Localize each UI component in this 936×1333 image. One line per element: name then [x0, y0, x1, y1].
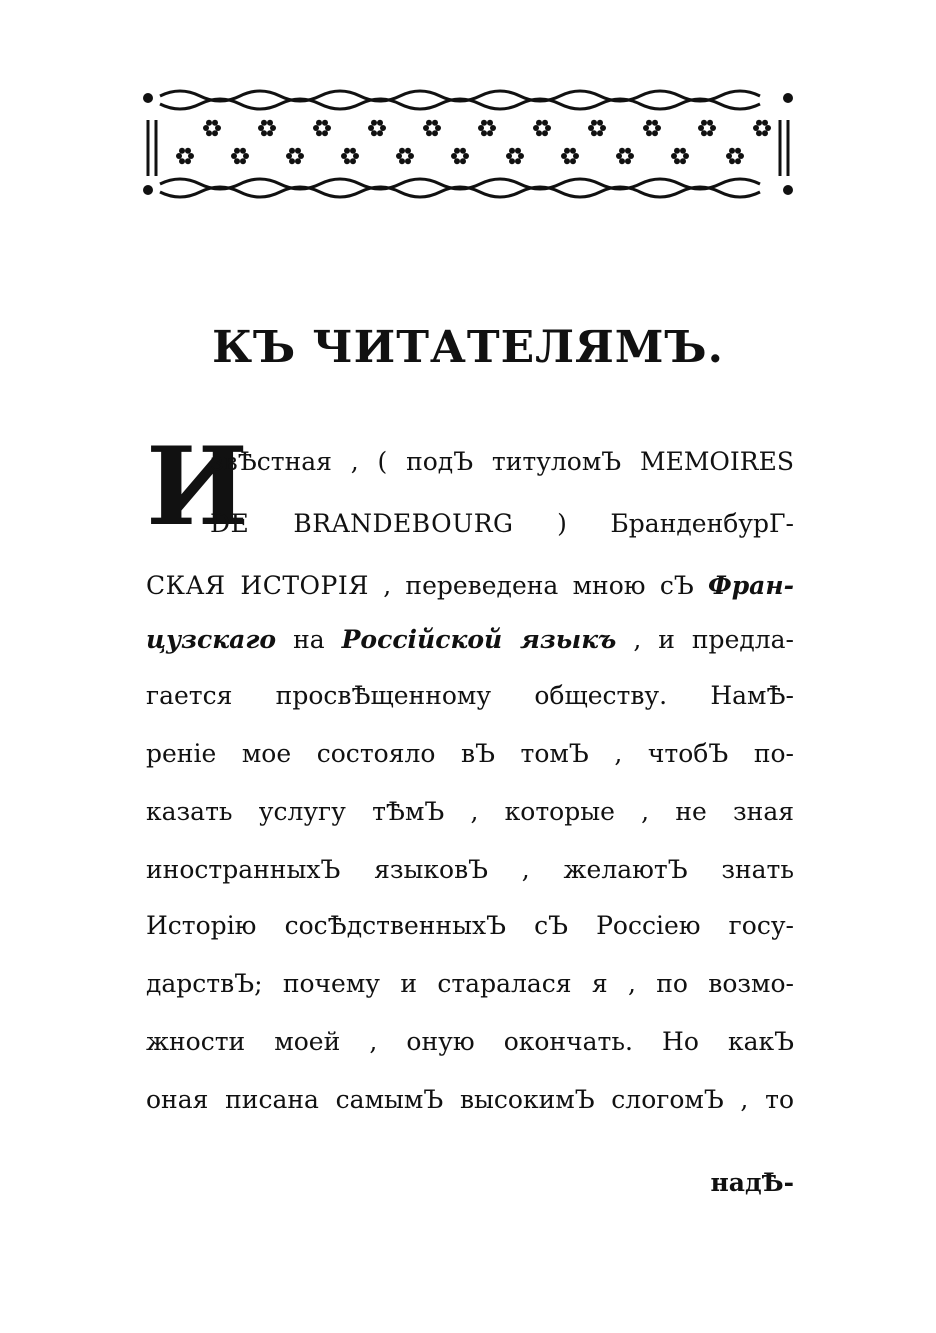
- ornament-petal: [762, 120, 768, 126]
- ornament-petal: [298, 153, 304, 159]
- catchword: надѢ-: [710, 1168, 794, 1197]
- ornament-petal: [380, 125, 386, 131]
- ornament-center: [733, 154, 737, 158]
- ornament-petal: [597, 120, 603, 126]
- ornament-center: [238, 154, 242, 158]
- ornament-center: [348, 154, 352, 158]
- ornament-petal: [212, 130, 218, 136]
- ornament-petal: [234, 158, 240, 164]
- ornament-petal: [432, 120, 438, 126]
- ornament-petal: [597, 130, 603, 136]
- ornament-petal: [561, 153, 567, 159]
- ornament-petal: [478, 125, 484, 131]
- ornament-petal: [179, 158, 185, 164]
- ornament-center: [375, 126, 379, 130]
- ornament-petal: [295, 148, 301, 154]
- ornament-petal: [646, 130, 652, 136]
- ornament-petal: [267, 120, 273, 126]
- text-span: ) БранденбурГ-: [557, 509, 794, 538]
- ornament-center: [568, 154, 572, 158]
- ornament-petal: [316, 130, 322, 136]
- ornament-petal: [176, 153, 182, 159]
- ornament-center: [320, 126, 324, 130]
- ornament-petal: [344, 158, 350, 164]
- ornament-petal: [295, 158, 301, 164]
- text-line: звѢстная , ( подЪ титуломЪ MEMOIRES: [210, 447, 794, 476]
- ornament-petal: [316, 120, 322, 126]
- decorative-headpiece: [140, 80, 796, 208]
- ornament-center: [623, 154, 627, 158]
- ornament-center: [760, 126, 764, 130]
- ornament-petal: [454, 148, 460, 154]
- ornament-petal: [509, 148, 515, 154]
- text-line: оная писана самымЪ высокимЪ слогомЪ , то: [146, 1085, 794, 1114]
- ornament-center: [183, 154, 187, 158]
- ornament-petal: [426, 120, 432, 126]
- ornament-petal: [234, 148, 240, 154]
- ornament-petal: [481, 120, 487, 126]
- ornament-petal: [564, 158, 570, 164]
- ornament-center: [513, 154, 517, 158]
- page-title: КЪ ЧИТАТЕЛЯМЪ.: [212, 322, 724, 373]
- ornament-petal: [368, 125, 374, 131]
- ornament-petal: [371, 130, 377, 136]
- ornament-petal: [231, 153, 237, 159]
- ornament-petal: [707, 130, 713, 136]
- ornament-petal: [765, 125, 771, 131]
- ornament-petal: [674, 158, 680, 164]
- ornament-petal: [371, 120, 377, 126]
- ornament-petal: [341, 153, 347, 159]
- ornament-petal: [270, 125, 276, 131]
- text-line: [146, 570, 794, 610]
- ornament-petal: [710, 125, 716, 131]
- ornament-petal: [542, 130, 548, 136]
- ornament-petal: [460, 158, 466, 164]
- ornament-petal: [591, 120, 597, 126]
- ornament-petal: [518, 153, 524, 159]
- ornament-petal: [240, 148, 246, 154]
- text-line: дарствЪ; почему и старалася я , по возмо-: [146, 969, 794, 998]
- ornament-petal: [701, 130, 707, 136]
- ornament-petal: [408, 153, 414, 159]
- ornament-petal: [399, 148, 405, 154]
- text-line: казать услугу тѢмЪ , которые , не зная: [146, 797, 794, 826]
- ornament-petal: [619, 148, 625, 154]
- ornament-petal: [179, 148, 185, 154]
- ornament-petal: [325, 125, 331, 131]
- ornament-petal: [564, 148, 570, 154]
- text-line: реніе мое состояло вЪ томЪ , чтобЪ по-: [146, 739, 794, 768]
- ornament-petal: [588, 125, 594, 131]
- ornament-petal: [487, 130, 493, 136]
- ornament-petal: [652, 130, 658, 136]
- drop-cap: И: [146, 424, 249, 550]
- ornament-petal: [762, 130, 768, 136]
- ornament-petal: [729, 158, 735, 164]
- ornament-petal: [707, 120, 713, 126]
- text-span: , и предла-: [633, 625, 794, 654]
- ornament-petal: [506, 153, 512, 159]
- ornament-petal: [509, 158, 515, 164]
- ornament-petal: [515, 148, 521, 154]
- ornament-petal: [701, 120, 707, 126]
- ornament-petal: [570, 148, 576, 154]
- ornament-petal: [261, 130, 267, 136]
- ornament-petal: [680, 148, 686, 154]
- text-line: [146, 624, 794, 664]
- ornament-center: [403, 154, 407, 158]
- ornament-petal: [643, 125, 649, 131]
- ornament-petal: [600, 125, 606, 131]
- ornament-petal: [423, 125, 429, 131]
- text-line: гается просвѢщенному обществу. НамѢ-: [146, 681, 794, 710]
- ornament-petal: [671, 153, 677, 159]
- ornament-petal: [481, 130, 487, 136]
- ornament-petal: [353, 153, 359, 159]
- ornament-petal: [570, 158, 576, 164]
- text-line: [210, 508, 794, 548]
- ornament-center: [595, 126, 599, 130]
- ornament-petal: [625, 148, 631, 154]
- ornament-petal: [735, 148, 741, 154]
- text-span: Фран-: [707, 571, 794, 600]
- ornament-petal: [680, 158, 686, 164]
- ornament-center: [265, 126, 269, 130]
- ornament-petal: [435, 125, 441, 131]
- text-line: жности моей , оную окончать. Но какЪ: [146, 1027, 794, 1056]
- ornament-petal: [628, 153, 634, 159]
- ornament-petal: [258, 125, 264, 131]
- ornament-petal: [377, 120, 383, 126]
- ornament-petal: [240, 158, 246, 164]
- ornament-petal: [490, 125, 496, 131]
- ornament-petal: [625, 158, 631, 164]
- ornament-petal: [426, 130, 432, 136]
- ornament-petal: [726, 153, 732, 159]
- ornament-petal: [542, 120, 548, 126]
- ornament-petal: [289, 158, 295, 164]
- ornament-petal: [185, 148, 191, 154]
- ornament-petal: [738, 153, 744, 159]
- ornament-petal: [756, 130, 762, 136]
- ornament-petal: [206, 130, 212, 136]
- ornament-petal: [735, 158, 741, 164]
- ornament-petal: [616, 153, 622, 159]
- ornament-petal: [377, 130, 383, 136]
- ornament-petal: [454, 158, 460, 164]
- ornament-center: [650, 126, 654, 130]
- ornament-petal: [432, 130, 438, 136]
- ornament-petal: [313, 125, 319, 131]
- ornament-petal: [460, 148, 466, 154]
- ornament-petal: [683, 153, 689, 159]
- ornament-center: [430, 126, 434, 130]
- ornament-petal: [487, 120, 493, 126]
- ornament-petal: [286, 153, 292, 159]
- text-span: цузскаго: [146, 625, 277, 654]
- text-span: , переведена мною сЪ: [383, 571, 694, 600]
- ornament-petal: [674, 148, 680, 154]
- ornament-center: [678, 154, 682, 158]
- ornament-petal: [646, 120, 652, 126]
- text-line: Исторію сосѢдственныхЪ сЪ Россіею госу-: [146, 911, 794, 940]
- text-span: СКАЯ ИСТОРІЯ: [146, 571, 369, 600]
- ornament-center: [485, 126, 489, 130]
- ornament-petal: [344, 148, 350, 154]
- ornament-petal: [652, 120, 658, 126]
- ornament-petal: [212, 120, 218, 126]
- ornament-petal: [350, 148, 356, 154]
- ornament-petal: [536, 120, 542, 126]
- text-span: Россійской языкъ: [341, 625, 617, 654]
- ornament-petal: [655, 125, 661, 131]
- ornament-petal: [203, 125, 209, 131]
- ornament-petal: [536, 130, 542, 136]
- ornament-center: [458, 154, 462, 158]
- ornament-petal: [185, 158, 191, 164]
- ornament-petal: [698, 125, 704, 131]
- ornament-petal: [573, 153, 579, 159]
- ornament-petal: [451, 153, 457, 159]
- ornament-center: [293, 154, 297, 158]
- ornament-petal: [729, 148, 735, 154]
- ornament-petal: [405, 148, 411, 154]
- ornament-petal: [188, 153, 194, 159]
- ornament-petal: [322, 130, 328, 136]
- ornament-petal: [753, 125, 759, 131]
- text-line: иностранныхЪ языковЪ , желаютЪ знать: [146, 855, 794, 884]
- ornament-petal: [591, 130, 597, 136]
- ornament-petal: [289, 148, 295, 154]
- ornament-petal: [350, 158, 356, 164]
- ornament-petal: [463, 153, 469, 159]
- ornament-petal: [261, 120, 267, 126]
- ornament-center: [705, 126, 709, 130]
- text-span: DE BRANDEBOURG: [210, 509, 514, 538]
- ornament-petal: [322, 120, 328, 126]
- ornament-petal: [399, 158, 405, 164]
- ornament-petal: [545, 125, 551, 131]
- text-span: на: [293, 625, 325, 654]
- ornament-petal: [405, 158, 411, 164]
- ornament-petal: [756, 120, 762, 126]
- ornament-center: [210, 126, 214, 130]
- ornament-petal: [267, 130, 273, 136]
- ornament-petal: [206, 120, 212, 126]
- ornament-petal: [215, 125, 221, 131]
- ornament-petal: [396, 153, 402, 159]
- ornament-petal: [243, 153, 249, 159]
- ornament-petal: [533, 125, 539, 131]
- ornament-petal: [619, 158, 625, 164]
- ornament-center: [540, 126, 544, 130]
- ornament-petal: [515, 158, 521, 164]
